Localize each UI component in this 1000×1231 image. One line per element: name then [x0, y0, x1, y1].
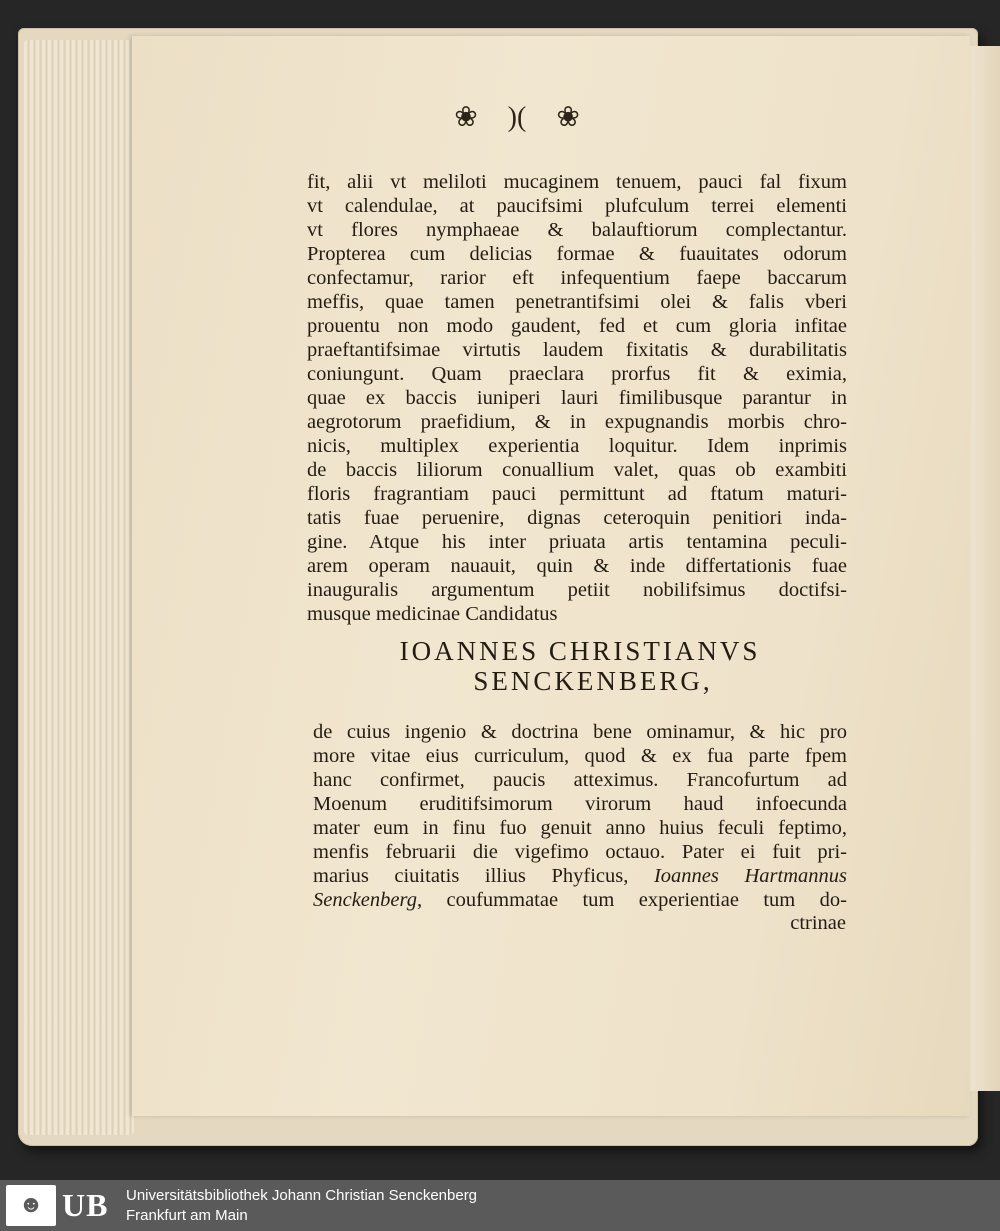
text-line: vt flores nymphaeae & balauftiorum complectantur.	[307, 219, 847, 241]
body-text-1	[307, 170, 847, 626]
candidate-name-line-1: IOANNES CHRISTIANVS	[399, 636, 761, 666]
text-line: aegrotorum praefidium, & in expugnandis morbis chro-	[307, 411, 847, 433]
text-line: nicis, multiplex experientia loquitur. Idem inprimis	[307, 435, 847, 457]
text-line: more vitae eius curriculum, quod & ex fua parte fpem	[313, 745, 847, 767]
header-ornament	[382, 100, 652, 136]
text-line: hanc confirmet, paucis atteximus. Francofurtum ad	[313, 769, 847, 791]
text-line: praeftantifsimae virtutis laudem fixitatis & durabilitatis	[307, 339, 847, 361]
text-fragment: marius ciuitatis illius Phyficus,	[313, 865, 654, 887]
institution-name	[126, 1186, 477, 1226]
text-line: coniungunt. Quam praeclara prorfus fit & eximia,	[307, 363, 847, 385]
body-text-2	[313, 720, 847, 912]
candidate-name-line-2: SENCKENBERG,	[473, 666, 713, 696]
text-line: prouentu non modo gaudent, fed et cum gloria infitae	[307, 315, 847, 337]
text-fragment: , coufummatae tum experientiae tum do-	[416, 889, 847, 911]
text-line: menfis februarii die vigefimo octauo. Pater ei fuit pri-	[313, 841, 847, 863]
text-line: Moenum eruditifsimorum virorum haud infoecunda	[313, 793, 847, 815]
text-line: arem operam nauauit, quin & inde differtationis fuae	[307, 555, 847, 577]
text-line: musque medicinae Candidatus	[307, 603, 558, 625]
italic-name: Ioannes Hartmannus	[653, 865, 847, 887]
candidate-name	[300, 636, 860, 696]
text-line: tatis fuae peruenire, dignas ceteroquin penitiori inda-	[307, 507, 847, 529]
portrait-icon: ☻	[6, 1185, 56, 1226]
text-line: quae ex baccis iuniperi lauri fimilibusque parantur in	[307, 387, 847, 409]
flower-ornament-icon: ❀	[556, 102, 580, 133]
text-line	[313, 888, 847, 912]
catchword: ctrinae	[790, 912, 846, 934]
institution-line-2: Frankfurt am Main	[126, 1207, 248, 1224]
text-line: vt calendulae, at paucifsimi plufculum terrei elementi	[307, 195, 847, 217]
text-line: inauguralis argumentum petiit nobilifsimus doctifsi-	[307, 579, 847, 601]
text-line	[313, 864, 847, 888]
logo-text: UB	[62, 1187, 109, 1223]
text-line: floris fragrantiam pauci permittunt ad ftatum maturi-	[307, 483, 847, 505]
library-logo[interactable]	[6, 1185, 118, 1226]
flower-ornament-icon: ❀	[454, 102, 478, 133]
page-edge-right	[965, 46, 1000, 1091]
footer-bar	[0, 1180, 1000, 1231]
text-line: confectamur, rarior eft infequentium faepe baccarum	[307, 267, 847, 289]
text-line: gine. Atque his inter priuata artis tentamina peculi-	[307, 531, 847, 553]
page-edges-left	[24, 40, 134, 1135]
ornament-divider: )(	[507, 102, 527, 133]
text-line: fit, alii vt meliloti mucaginem tenuem, pauci fal fixum	[307, 171, 847, 193]
text-line: Propterea cum delicias formae & fuauitates odorum	[307, 243, 847, 265]
text-line: mater eum in finu fuo genuit anno huius feculi feptimo,	[313, 817, 847, 839]
text-line: meffis, quae tamen penetrantifsimi olei & falis vberi	[307, 291, 847, 313]
institution-line-1: Universitätsbibliothek Johann Christian Senckenberg	[126, 1187, 478, 1204]
text-line: de baccis liliorum conuallium valet, quas ob exambiti	[307, 459, 847, 481]
text-line: de cuius ingenio & doctrina bene ominamur, & hic pro	[313, 721, 847, 743]
italic-surname: Senckenberg	[313, 889, 417, 911]
